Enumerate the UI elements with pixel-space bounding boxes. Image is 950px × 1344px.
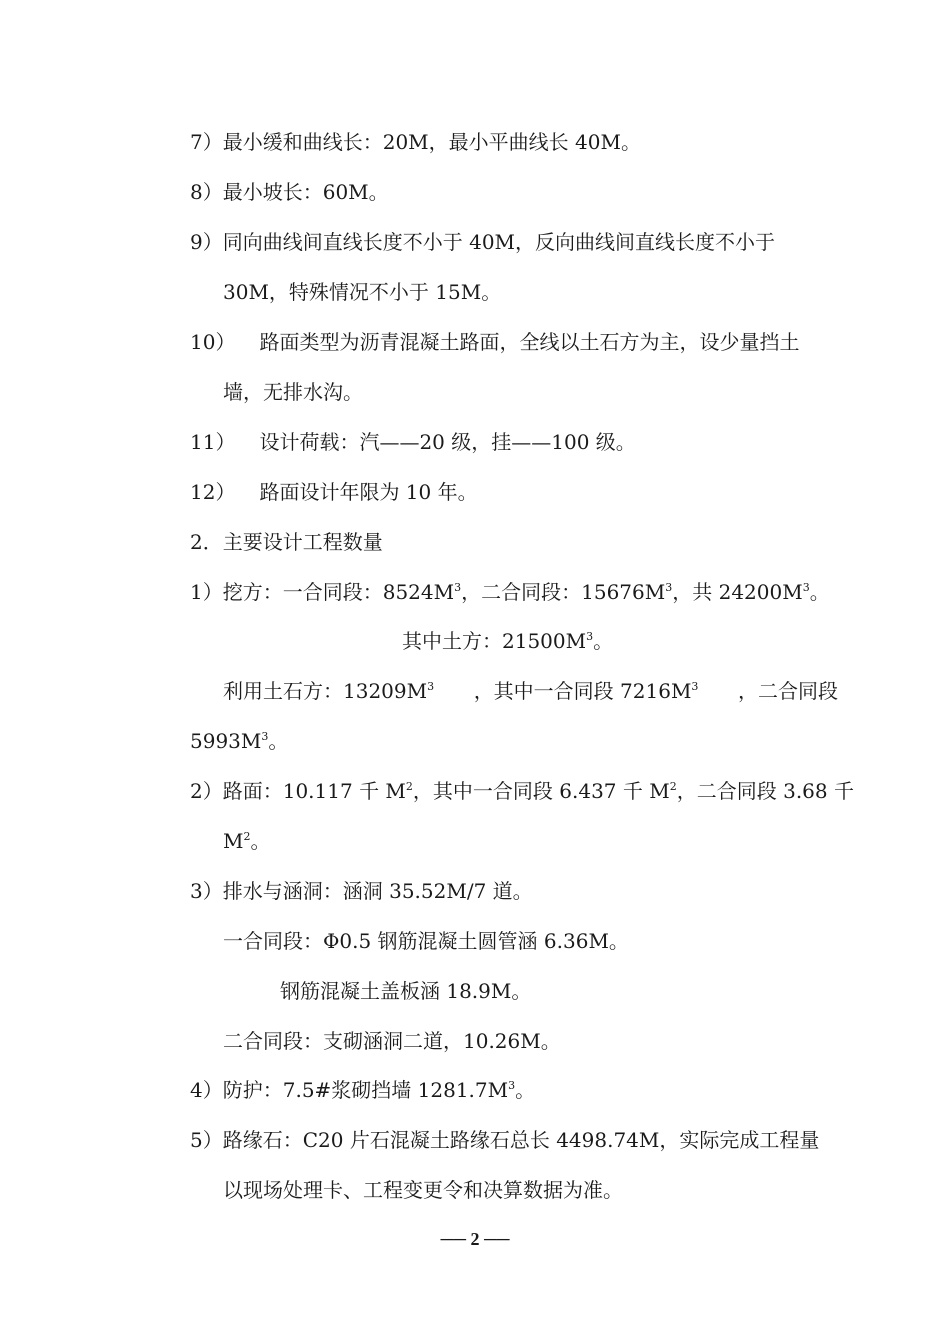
superscript: 2	[669, 780, 677, 793]
item-text: 钢筋混凝土盖板涵 18.9M。	[280, 979, 532, 1003]
item-text: 一合同段：Φ0.5 钢筋混凝土圆管涵 6.36M。	[223, 929, 629, 953]
quantity-2-continued	[223, 827, 270, 855]
text-part: 。	[250, 829, 271, 853]
item-number: 11）	[190, 430, 236, 454]
superscript: 3	[261, 730, 269, 743]
quantity-3-section-2	[223, 1027, 561, 1055]
item-text: 二合同段：支砌涵洞二道，10.26M。	[223, 1029, 561, 1053]
heading-text: 2．主要设计工程数量	[190, 530, 383, 554]
text-part: M	[223, 829, 244, 853]
quantity-1	[190, 578, 830, 606]
text-part: 挖方：一合同段：8524M	[222, 580, 455, 604]
quantity-5-continued	[223, 1176, 623, 1204]
superscript: 3	[454, 581, 462, 594]
text-part: ，其中一合同段 6.437 千 M	[412, 779, 670, 803]
item-text: 路面设计年限为 10 年。	[259, 480, 478, 504]
superscript: 3	[427, 680, 435, 693]
text-part: ，其中一合同段 7216M	[473, 679, 692, 703]
item-text: 路面类型为沥青混凝土路面，全线以土石方为主，设少量挡土	[259, 330, 800, 354]
item-number: 4）	[190, 1078, 223, 1102]
item-number: 3）	[190, 879, 223, 903]
item-text: 同向曲线间直线长度不小于 40M，反向曲线间直线长度不小于	[222, 230, 776, 254]
text-part: 利用土石方：13209M	[223, 679, 428, 703]
quantity-4	[190, 1076, 535, 1104]
section-heading	[190, 528, 383, 556]
reuse-part-a	[223, 677, 434, 705]
item-text: 路缘石：C20 片石混凝土路缘石总长 4498.74M，实际完成工程量	[222, 1128, 820, 1152]
item-text: 最小缓和曲线长：20M，最小平曲线长 40M。	[222, 130, 641, 154]
item-10	[190, 328, 799, 356]
text-part: 。	[515, 1078, 536, 1102]
superscript: 2	[243, 830, 251, 843]
superscript: 2	[405, 780, 413, 793]
quantity-3	[190, 877, 533, 905]
item-text: 30M，特殊情况不小于 15M。	[223, 280, 502, 304]
item-text: 设计荷载：汽——20 级，挂——100 级。	[259, 430, 636, 454]
quantity-3-section-1-slab	[280, 977, 531, 1005]
item-number: 1）	[190, 580, 223, 604]
item-number: 7）	[190, 130, 223, 154]
item-9-continued	[223, 278, 501, 306]
item-text: 最小坡长：60M。	[222, 180, 389, 204]
item-text: 以现场处理卡、工程变更令和决算数据为准。	[223, 1178, 623, 1202]
superscript: 3	[586, 630, 594, 643]
item-12	[190, 478, 478, 506]
superscript: 3	[508, 1079, 516, 1092]
item-text: 排水与涵洞：涵洞 35.52M/7 道。	[222, 879, 533, 903]
quantity-1-earth	[402, 627, 613, 655]
text-part: 。	[809, 580, 830, 604]
item-10-continued	[223, 378, 363, 406]
item-9	[190, 228, 775, 256]
text-part: 。	[268, 729, 289, 753]
superscript: 3	[665, 581, 673, 594]
item-11	[190, 428, 636, 456]
item-8	[190, 178, 389, 206]
reuse-part-c: ，二合同段	[738, 679, 838, 703]
quantity-5	[190, 1126, 819, 1154]
text-part: ，共 24200M	[672, 580, 803, 604]
item-number: 10）	[190, 330, 236, 354]
superscript: 3	[691, 680, 699, 693]
item-number: 12）	[190, 480, 236, 504]
text-part: 5993M	[190, 729, 262, 753]
quantity-2	[190, 777, 854, 805]
text-part: 。	[593, 629, 614, 653]
item-number: 9）	[190, 230, 223, 254]
item-number: 5）	[190, 1128, 223, 1152]
text-part: 其中土方：21500M	[402, 629, 587, 653]
text-part: 路面：10.117 千 M	[222, 779, 406, 803]
reuse-part-b	[474, 677, 699, 705]
page-number-footer	[0, 1229, 950, 1250]
text-part: ，二合同段 3.68 千	[676, 779, 854, 803]
item-number: 2）	[190, 779, 223, 803]
text-part: ，二合同段：15676M	[461, 580, 666, 604]
quantity-1-reuse	[223, 677, 838, 705]
item-number: 8）	[190, 180, 223, 204]
quantity-1-reuse-continued	[190, 727, 288, 755]
page-number: ── 2 ──	[440, 1229, 510, 1249]
text-part: 防护：7.5#浆砌挡墙 1281.7M	[222, 1078, 509, 1102]
item-7	[190, 128, 641, 156]
quantity-3-section-1	[223, 927, 629, 955]
superscript: 3	[802, 581, 810, 594]
item-text: 墙，无排水沟。	[223, 380, 363, 404]
